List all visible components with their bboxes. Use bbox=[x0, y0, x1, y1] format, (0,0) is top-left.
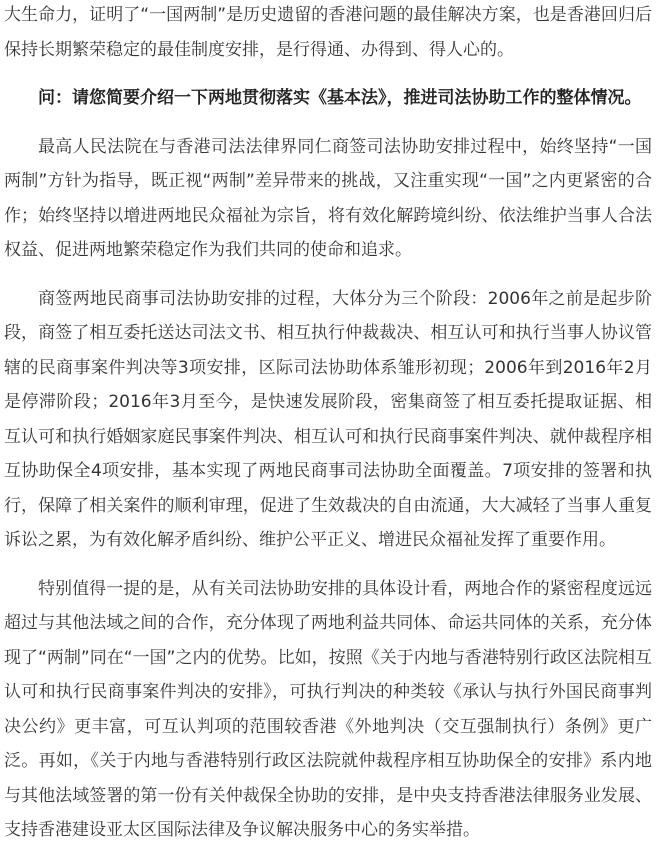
article-paragraph-intro-continuation: 大生命力，证明了“一国两制”是历史遗留的香港问题的最佳解决方案，也是香港回归后保持长期繁荣稳定的最佳制度安排，是行得通、办得到、得人心的。 bbox=[4, 5, 652, 60]
interview-question: 问：请您简要介绍一下两地贯彻落实《基本法》，推进司法协助工作的整体情况。 bbox=[38, 88, 642, 108]
article-body bbox=[4, 0, 652, 862]
answer-paragraph-cooperation: 特别值得一提的是，从有关司法协助安排的具体设计看，两地合作的紧密程度远远超过与其他法域之间的合作，充分体现了两地利益共同体、命运共同体的关系，充分体现了“两制”同在“一国”之内的优势。比如，按照《关于内地与香港特别行政区法院相互认可和执行民商事案件判决的安排》，可执行判决的种类较《承认与执行外国民商事判决公约》更丰富，可互认判项的范围较香港《外地判决（交互强制执行）条例》更广泛。再如，《关于内地与香港特别行政区法院就仲裁程序相互协助保全的安排》系内地与其他法域签署的第一份有关仲裁保全协助的安排，是中央支持香港法律服务业发展、支持香港建设亚太区国际法律及争议解决服务中心的务实举措。 bbox=[4, 578, 652, 840]
answer-paragraph-principles: 最高人民法院在与香港司法法律界同仁商签司法协助安排过程中，始终坚持“一国两制”方针为指导，既正视“两制”差异带来的挑战，又注重实现“一国”之内更紧密的合作；始终坚持以增进两地民众福祉为宗旨，将有效化解跨境纠纷、依法维护当事人合法权益、促进两地繁荣稳定作为我们共同的使命和追求。 bbox=[4, 136, 652, 260]
answer-paragraph-stages: 商签两地民商事司法协助安排的过程，大体分为三个阶段：2006年之前是起步阶段，商签了相互委托送达司法文书、相互执行仲裁裁决、相互认可和执行当事人协议管辖的民商事案件判决等3项安排，区际司法协助体系雏形初现；2006年到2016年2月是停滞阶段；2016年3月至今，是快速发展阶段，密集商签了相互委托提取证据、相互认可和执行婚姻家庭民事案件判决、相互认可和执行民商事案件判决、就仲裁程序相互协助保全4项安排，基本实现了两地民商事司法协助全面覆盖。7项安排的签署和执行，保障了相关案件的顺利审理，促进了生效裁决的自由流通，大大减轻了当事人重复诉讼之累，为有效化解矛盾纠纷、维护公平正义、增进民众福祉发挥了重要作用。 bbox=[4, 288, 652, 550]
